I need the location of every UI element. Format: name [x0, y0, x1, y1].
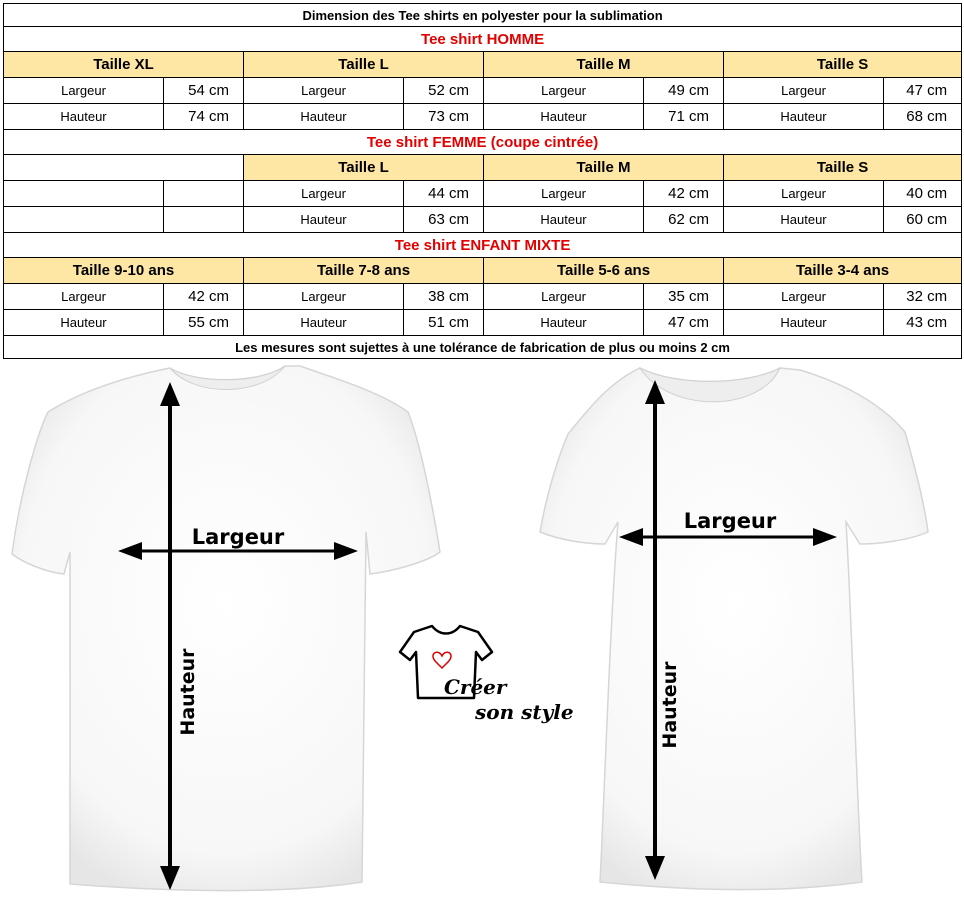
- size-header: Taille 3-4 ans: [724, 258, 962, 284]
- size-table: [3, 3, 962, 359]
- table-row: [4, 78, 962, 104]
- row-label-hauteur: Hauteur: [484, 310, 644, 336]
- size-header: Taille L: [244, 52, 484, 78]
- size-header: Taille S: [724, 155, 962, 181]
- tolerance-note: Les mesures sont sujettes à une tolérance de fabrication de plus ou moins 2 cm: [4, 336, 962, 359]
- women-tshirt: [540, 368, 928, 890]
- row-label-largeur: Largeur: [244, 181, 404, 207]
- row-label-largeur: Largeur: [244, 78, 404, 104]
- section-title-homme: Tee shirt HOMME: [4, 27, 962, 52]
- row-label-largeur: Largeur: [484, 78, 644, 104]
- logo-line2: son style: [475, 700, 574, 724]
- value-cell: 51 cm: [404, 310, 484, 336]
- row-label-hauteur: Hauteur: [244, 207, 404, 233]
- size-header: Taille L: [244, 155, 484, 181]
- size-header: Taille XL: [4, 52, 244, 78]
- tshirt-illustration: [0, 362, 964, 908]
- row-label-largeur: Largeur: [484, 284, 644, 310]
- row-label-largeur: Largeur: [724, 284, 884, 310]
- value-cell: 38 cm: [404, 284, 484, 310]
- value-cell: 32 cm: [884, 284, 962, 310]
- empty-cell: [4, 181, 164, 207]
- row-label-largeur: Largeur: [244, 284, 404, 310]
- value-cell: 71 cm: [644, 104, 724, 130]
- value-cell: 44 cm: [404, 181, 484, 207]
- value-cell: 54 cm: [164, 78, 244, 104]
- size-header: Taille 9-10 ans: [4, 258, 244, 284]
- row-label-hauteur: Hauteur: [724, 310, 884, 336]
- value-cell: 49 cm: [644, 78, 724, 104]
- value-cell: 63 cm: [404, 207, 484, 233]
- men-height-label: Hauteur: [177, 648, 199, 736]
- empty-cell: [164, 207, 244, 233]
- table-row: [4, 207, 962, 233]
- table-row: [4, 310, 962, 336]
- row-label-hauteur: Hauteur: [484, 104, 644, 130]
- value-cell: 74 cm: [164, 104, 244, 130]
- row-label-hauteur: Hauteur: [724, 207, 884, 233]
- value-cell: 43 cm: [884, 310, 962, 336]
- section-title-enfant: Tee shirt ENFANT MIXTE: [4, 233, 962, 258]
- value-cell: 62 cm: [644, 207, 724, 233]
- logo-line1: Créer: [444, 675, 507, 699]
- value-cell: 42 cm: [164, 284, 244, 310]
- men-width-label: Largeur: [191, 525, 285, 549]
- size-header: Taille S: [724, 52, 962, 78]
- row-label-hauteur: Hauteur: [4, 104, 164, 130]
- row-label-largeur: Largeur: [724, 78, 884, 104]
- row-label-largeur: Largeur: [724, 181, 884, 207]
- table-row: [4, 181, 962, 207]
- women-height-label: Hauteur: [659, 661, 681, 749]
- row-label-largeur: Largeur: [484, 181, 644, 207]
- value-cell: 52 cm: [404, 78, 484, 104]
- table-row: [4, 104, 962, 130]
- table-title: Dimension des Tee shirts en polyester pour la sublimation: [4, 4, 962, 27]
- table-row: [4, 284, 962, 310]
- value-cell: 73 cm: [404, 104, 484, 130]
- row-label-hauteur: Hauteur: [244, 310, 404, 336]
- row-label-hauteur: Hauteur: [244, 104, 404, 130]
- value-cell: 60 cm: [884, 207, 962, 233]
- creer-son-style-logo: [400, 626, 574, 724]
- size-header: Taille 7-8 ans: [244, 258, 484, 284]
- row-label-hauteur: Hauteur: [484, 207, 644, 233]
- row-label-hauteur: Hauteur: [4, 310, 164, 336]
- row-label-hauteur: Hauteur: [724, 104, 884, 130]
- value-cell: 35 cm: [644, 284, 724, 310]
- value-cell: 68 cm: [884, 104, 962, 130]
- row-label-largeur: Largeur: [4, 78, 164, 104]
- empty-header-cell: [4, 155, 244, 181]
- men-tshirt: [12, 366, 440, 891]
- value-cell: 47 cm: [884, 78, 962, 104]
- size-header: Taille M: [484, 155, 724, 181]
- size-header: Taille M: [484, 52, 724, 78]
- section-title-femme: Tee shirt FEMME (coupe cintrée): [4, 130, 962, 155]
- empty-cell: [164, 181, 244, 207]
- value-cell: 40 cm: [884, 181, 962, 207]
- value-cell: 47 cm: [644, 310, 724, 336]
- empty-cell: [4, 207, 164, 233]
- size-header: Taille 5-6 ans: [484, 258, 724, 284]
- row-label-largeur: Largeur: [4, 284, 164, 310]
- value-cell: 42 cm: [644, 181, 724, 207]
- women-width-label: Largeur: [683, 509, 777, 533]
- value-cell: 55 cm: [164, 310, 244, 336]
